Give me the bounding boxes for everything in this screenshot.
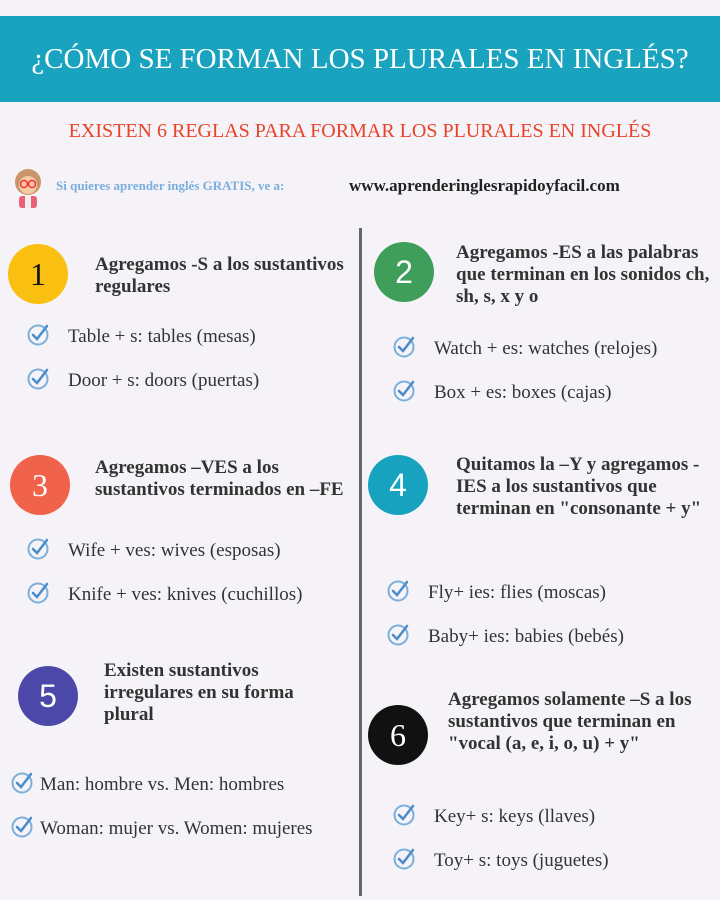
checkmark-icon [26, 366, 50, 396]
example-text: Watch + es: watches (relojes) [434, 338, 658, 359]
website-link[interactable]: www.aprenderinglesrapidoyfacil.com [349, 176, 620, 195]
example-text: Box + es: boxes (cajas) [434, 382, 612, 403]
checkmark-icon [26, 580, 50, 610]
example-item [386, 578, 606, 608]
example-item [10, 770, 284, 800]
avatar-icon [12, 168, 44, 208]
checkmark-icon [392, 802, 416, 832]
example-text: Key+ s: keys (llaves) [434, 806, 596, 827]
checkmark-icon [386, 578, 410, 608]
rule-title: Quitamos la –Y y agregamos -IES a los sustantivos que terminan en "consonante + y" [456, 454, 702, 519]
example-item [10, 814, 313, 844]
example-item [26, 322, 256, 352]
example-item [392, 378, 611, 408]
rule-number: 3 [32, 466, 48, 503]
example-text: Baby+ ies: babies (bebés) [428, 626, 624, 647]
rule-title: Agregamos solamente –S a los sustantivos que terminan en "vocal (a, e, i, o, u) + y" [448, 689, 692, 754]
checkmark-icon [392, 334, 416, 364]
rule-title: Existen sustantivos irregulares en su forma plural [104, 660, 294, 725]
rule-title: Agregamos –VES a los sustantivos terminados en –FE [95, 457, 344, 500]
checkmark-icon [392, 378, 416, 408]
rule-number: 5 [39, 677, 57, 714]
example-text: Knife + ves: knives (cuchillos) [68, 584, 303, 605]
example-text: Toy+ s: toys (juguetes) [434, 850, 609, 871]
example-text: Wife + ves: wives (esposas) [68, 540, 281, 561]
example-item [386, 622, 624, 652]
rule-number: 1 [30, 255, 46, 292]
rule-number-badge [8, 244, 68, 304]
example-item [392, 334, 657, 364]
example-item [26, 536, 281, 566]
rule-number-badge [368, 705, 428, 765]
subtitle: EXISTEN 6 REGLAS PARA FORMAR LOS PLURALES EN INGLÉS [68, 120, 652, 142]
column-divider [359, 228, 362, 896]
rule-number-badge [10, 455, 70, 515]
checkmark-icon [26, 322, 50, 352]
example-text: Door + s: doors (puertas) [68, 370, 260, 391]
rule-number-badge [374, 242, 434, 302]
checkmark-icon [10, 770, 34, 800]
rule-number: 2 [395, 253, 413, 290]
checkmark-icon [392, 846, 416, 876]
example-text: Fly+ ies: flies (moscas) [428, 582, 606, 603]
rule-number: 6 [390, 716, 406, 753]
example-item [392, 846, 609, 876]
example-item [26, 366, 259, 396]
example-text: Man: hombre vs. Men: hombres [40, 774, 285, 795]
example-text: Woman: mujer vs. Women: mujeres [40, 818, 313, 839]
rule-number-badge [368, 455, 428, 515]
rule-number: 4 [389, 466, 407, 503]
rule-number-badge [18, 666, 78, 726]
example-text: Table + s: tables (mesas) [68, 326, 256, 347]
page-title: ¿CÓMO SE FORMAN LOS PLURALES EN INGLÉS? [0, 16, 720, 102]
rule-title: Agregamos -S a los sustantivos regulares [95, 254, 344, 297]
checkmark-icon [26, 536, 50, 566]
promo-text: Si quieres aprender inglés GRATIS, ve a: [56, 178, 285, 193]
checkmark-icon [10, 814, 34, 844]
checkmark-icon [386, 622, 410, 652]
example-item [26, 580, 302, 610]
rule-title: Agregamos -ES a las palabras que terminan en los sonidos ch, sh, s, x y o [456, 242, 710, 307]
example-item [392, 802, 595, 832]
